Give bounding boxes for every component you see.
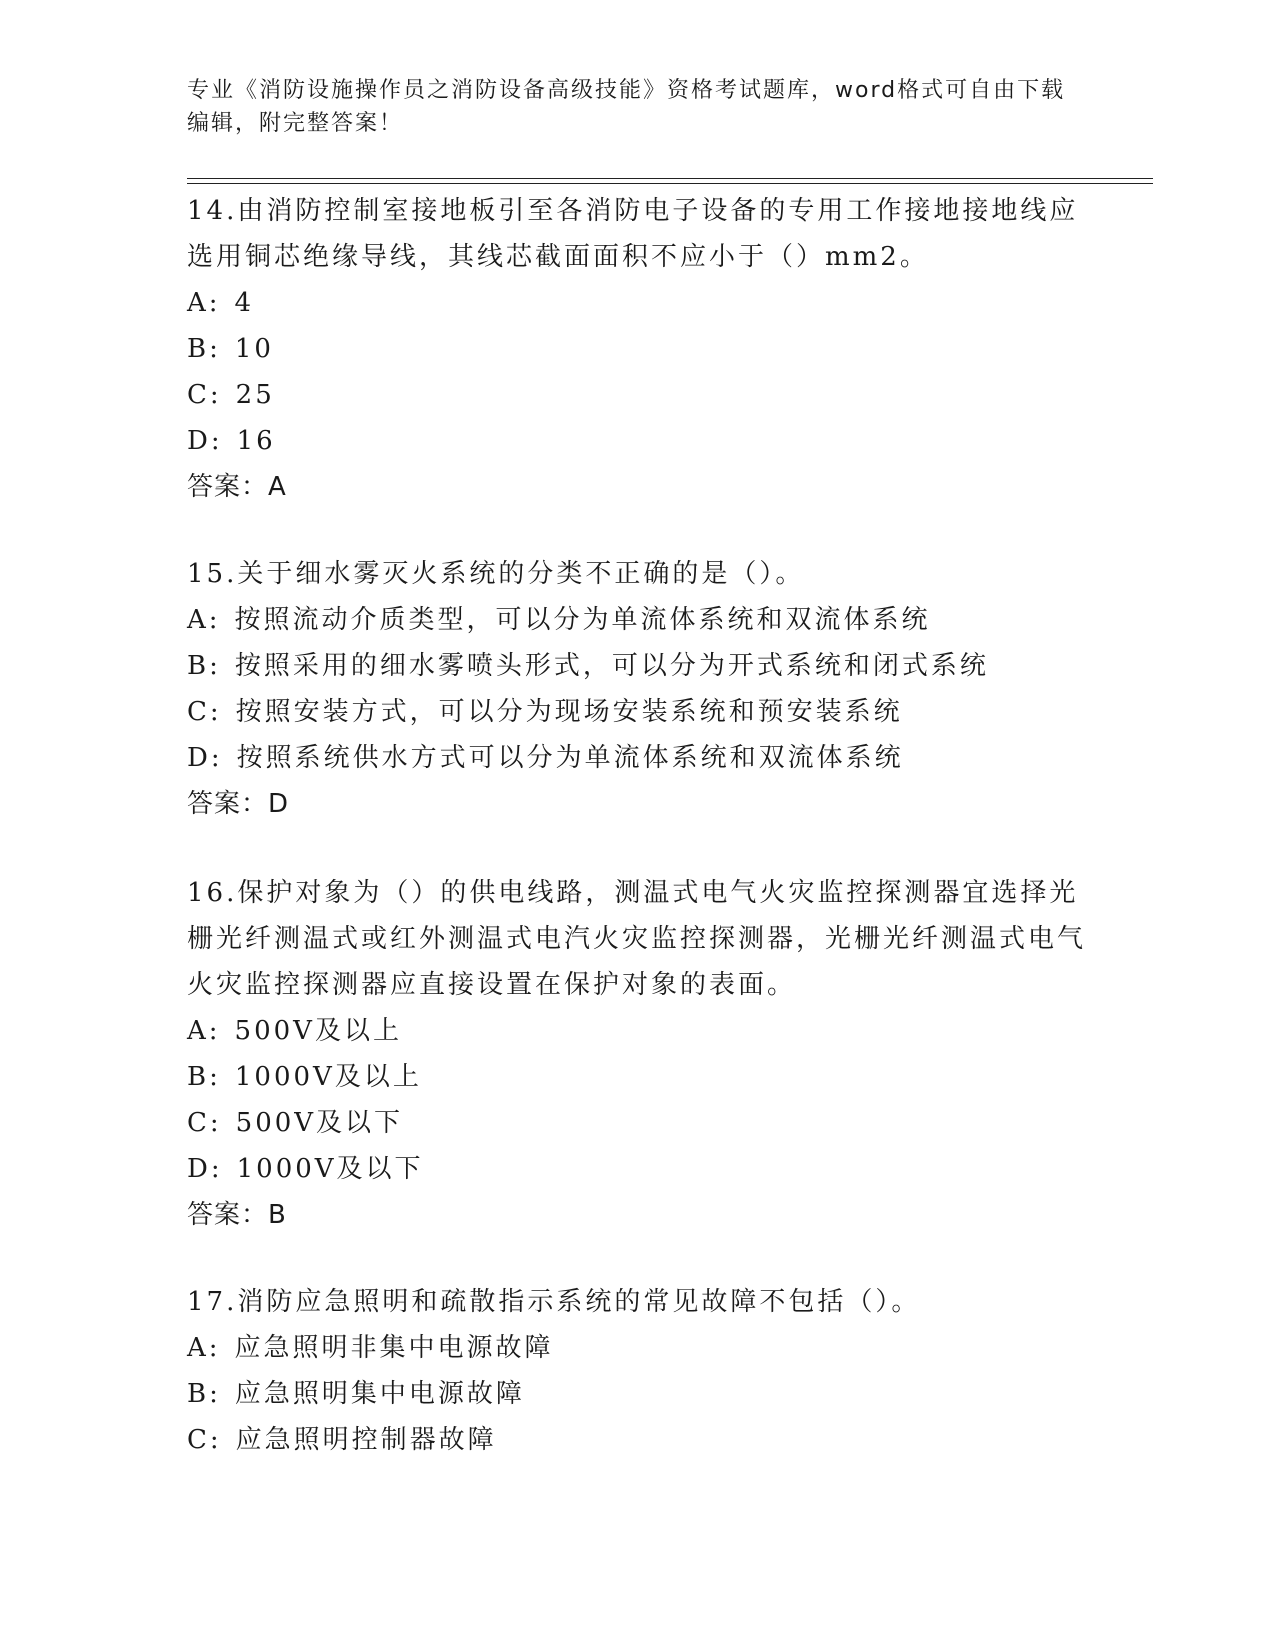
option-d [187, 1146, 1087, 1192]
question-17 [187, 1279, 1087, 1463]
document-header: 专业《消防设施操作员之消防设备高级技能》资格考试题库，word格式可自由下载编辑，附完整答案！ [187, 78, 1066, 136]
option-text: 应急照明集中电源故障 [234, 1379, 525, 1409]
question-15 [187, 551, 1087, 827]
option-letter: A: [187, 605, 221, 635]
option-c [187, 1100, 1087, 1146]
option-text: 按照采用的细水雾喷头形式，可以分为开式系统和闭式系统 [234, 651, 989, 681]
question-stem: 16.保护对象为（）的供电线路，测温式电气火灾监控探测器宜选择光栅光纤测温式或红外测温式电汽火灾监控探测器，光栅光纤测温式电气火灾监控探测器应直接设置在保护对象的表面。 [187, 878, 1087, 1000]
option-text: 1000V及以上 [234, 1062, 422, 1092]
option-letter: A: [187, 1016, 221, 1046]
option-letter: D: [187, 1154, 223, 1184]
option-c [187, 689, 1087, 735]
option-b [187, 1371, 1087, 1417]
option-b [187, 1054, 1087, 1100]
option-d [187, 418, 1087, 464]
question-stem: 15.关于细水雾灭火系统的分类不正确的是（）。 [187, 559, 805, 589]
option-text: 25 [235, 380, 275, 410]
option-text: 应急照明非集中电源故障 [234, 1333, 554, 1363]
option-letter: D: [187, 743, 223, 773]
option-letter: B: [187, 651, 221, 681]
option-letter: A: [187, 1333, 221, 1363]
option-letter: C: [187, 1108, 222, 1138]
question-14 [187, 188, 1087, 510]
question-stem: 14.由消防控制室接地板引至各消防电子设备的专用工作接地接地线应选用铜芯绝缘导线，其线芯截面面积不应小于（）mm2。 [187, 196, 1079, 272]
option-a [187, 1325, 1087, 1371]
option-letter: C: [187, 697, 222, 727]
question-16 [187, 870, 1087, 1238]
option-text: 16 [236, 426, 276, 456]
option-letter: C: [187, 1425, 222, 1455]
option-a [187, 280, 1087, 326]
option-letter: D: [187, 426, 223, 456]
option-d [187, 735, 1087, 781]
option-letter: B: [187, 334, 221, 364]
option-text: 按照系统供水方式可以分为单流体系统和双流体系统 [236, 743, 904, 773]
option-letter: A: [187, 288, 221, 318]
option-text: 4 [234, 288, 255, 318]
option-text: 1000V及以下 [236, 1154, 424, 1184]
option-letter: B: [187, 1062, 221, 1092]
option-b [187, 326, 1087, 372]
answer-line: 答案：D [187, 789, 290, 819]
option-c [187, 1417, 1087, 1463]
option-letter: C: [187, 380, 222, 410]
answer-line: 答案：A [187, 472, 287, 502]
option-letter: B: [187, 1379, 221, 1409]
option-text: 按照流动介质类型，可以分为单流体系统和双流体系统 [234, 605, 931, 635]
option-text: 应急照明控制器故障 [235, 1425, 497, 1455]
header-divider-bottom [187, 183, 1153, 184]
option-text: 500V及以上 [234, 1016, 402, 1046]
option-a [187, 597, 1087, 643]
option-b [187, 643, 1087, 689]
option-text: 10 [234, 334, 274, 364]
answer-line: 答案：B [187, 1200, 287, 1230]
option-a [187, 1008, 1087, 1054]
header-divider-top [187, 178, 1153, 179]
option-c [187, 372, 1087, 418]
option-text: 按照安装方式，可以分为现场安装系统和预安装系统 [235, 697, 903, 727]
question-stem: 17.消防应急照明和疏散指示系统的常见故障不包括（）。 [187, 1287, 921, 1317]
option-text: 500V及以下 [235, 1108, 404, 1138]
